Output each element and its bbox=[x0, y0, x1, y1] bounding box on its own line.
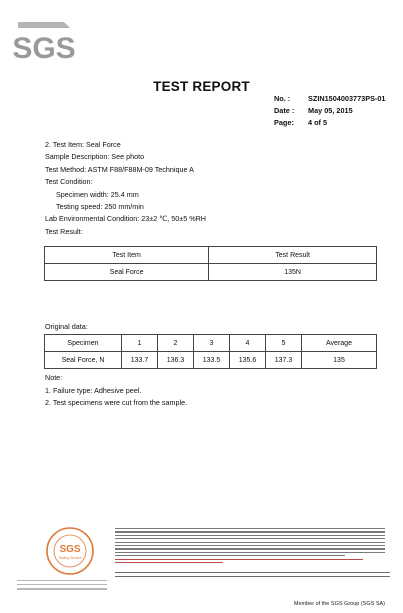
test-method-line: Test Method: ASTM F88/F88M-09 Technique A bbox=[45, 164, 194, 174]
report-meta bbox=[274, 93, 385, 129]
report-date-value: May 05, 2015 bbox=[308, 106, 353, 115]
report-no-value: SZIN1504003773PS-01 bbox=[308, 94, 386, 103]
report-date-label: Date : bbox=[274, 106, 295, 115]
orig-cell-label: Seal Force, N bbox=[45, 352, 122, 369]
sgs-logo bbox=[12, 22, 76, 65]
orig-cell-5: 137.3 bbox=[266, 352, 302, 369]
report-page-value: 4 of 5 bbox=[308, 118, 328, 127]
result-header-value: Test Result bbox=[209, 247, 377, 264]
orig-cell-1: 133.7 bbox=[122, 352, 158, 369]
orig-header-average: Average bbox=[302, 335, 377, 352]
report-title: TEST REPORT bbox=[153, 79, 250, 94]
stamp-fine-print bbox=[17, 580, 107, 590]
sample-description-line: Sample Description: See photo bbox=[45, 152, 145, 162]
result-header-item: Test Item bbox=[45, 247, 209, 264]
orig-cell-average: 135 bbox=[302, 352, 377, 369]
note-item-1: 1. Failure type: Adhesive peel. bbox=[45, 385, 142, 395]
seal-subtext: Testing Service bbox=[58, 556, 82, 560]
orig-cell-2: 136.3 bbox=[158, 352, 194, 369]
original-data-title: Original data: bbox=[45, 322, 88, 331]
table-row bbox=[45, 264, 377, 281]
test-condition-line: Test Condition: bbox=[45, 177, 93, 187]
disclaimer-fine-print bbox=[115, 528, 385, 568]
sgs-group-member: Member of the SGS Group (SGS SA) bbox=[293, 601, 385, 607]
table-row bbox=[45, 352, 377, 369]
notes-title: Note: bbox=[45, 373, 63, 382]
orig-header-4: 4 bbox=[230, 335, 266, 352]
test-item-line: 2. Test Item: Seal Force bbox=[45, 140, 121, 149]
result-table bbox=[44, 246, 377, 281]
specimen-width-line: Specimen width: 25.4 mm bbox=[56, 189, 139, 199]
orig-cell-4: 135.6 bbox=[230, 352, 266, 369]
test-result-line: Test Result: bbox=[45, 226, 83, 236]
notes bbox=[45, 372, 187, 410]
lab-condition-line: Lab Environmental Condition: 23±2 ℃, 50±5 %RH bbox=[45, 214, 206, 224]
result-cell-value: 135N bbox=[209, 264, 377, 281]
report-no-label: No. : bbox=[274, 94, 291, 103]
result-cell-item: Seal Force bbox=[45, 264, 209, 281]
orig-cell-3: 133.5 bbox=[194, 352, 230, 369]
company-address-lines bbox=[115, 572, 390, 586]
seal-text: SGS bbox=[59, 544, 81, 555]
orig-header-1: 1 bbox=[122, 335, 158, 352]
logo-text: SGS bbox=[12, 32, 76, 65]
test-description bbox=[45, 139, 206, 238]
orig-header-3: 3 bbox=[194, 335, 230, 352]
sgs-seal-icon bbox=[45, 526, 95, 576]
orig-header-specimen: Specimen bbox=[45, 335, 122, 352]
orig-header-2: 2 bbox=[158, 335, 194, 352]
orig-header-5: 5 bbox=[266, 335, 302, 352]
testing-speed-line: Testing speed: 250 mm/min bbox=[56, 202, 144, 212]
report-page-label: Page: bbox=[274, 118, 294, 127]
note-item-2: 2. Test specimens were cut from the sample. bbox=[45, 398, 188, 408]
original-data-table bbox=[44, 334, 377, 369]
